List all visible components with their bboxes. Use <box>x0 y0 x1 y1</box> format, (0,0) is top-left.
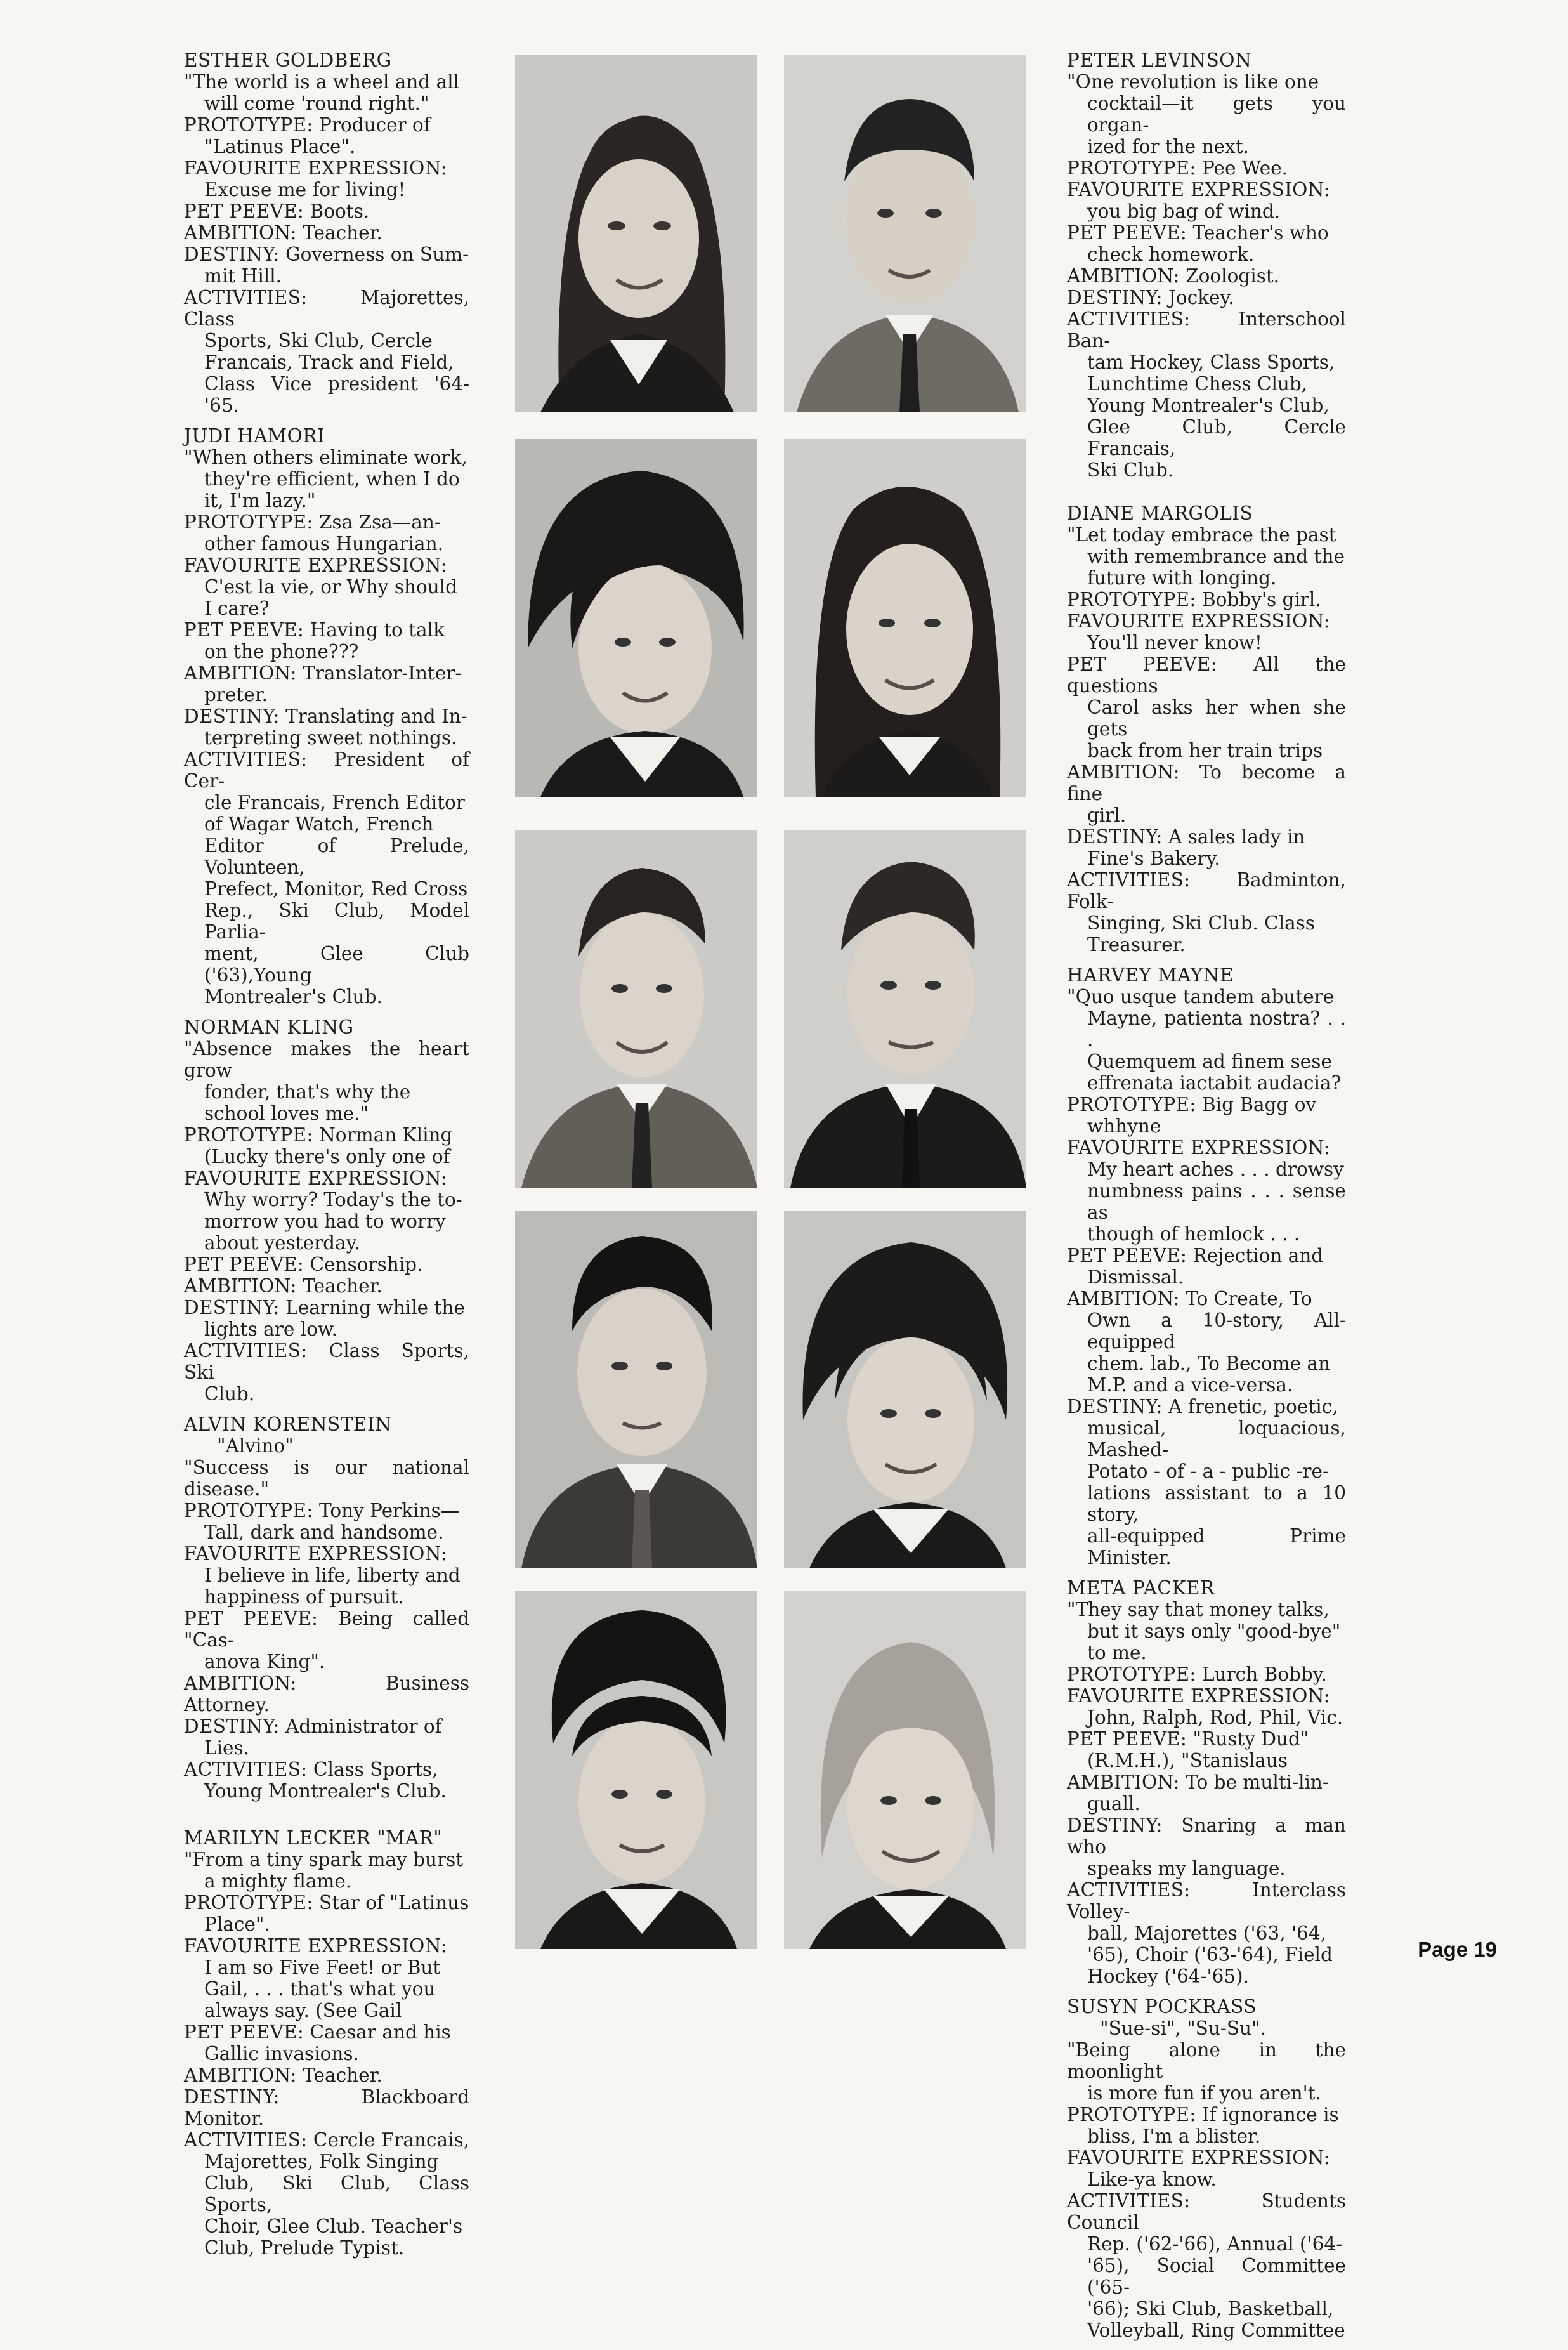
quote-line: Mayne, patienta nostra? . . . <box>1087 1008 1346 1051</box>
field-value: Editor of Prelude, Volunteen, <box>204 835 469 878</box>
field-value: To Create, To <box>1186 1288 1312 1310</box>
field-value: terpreting sweet nothings. <box>204 727 457 749</box>
field-value: lights are low. <box>204 1318 337 1340</box>
field-value: Francais, Track and Field, <box>204 351 454 373</box>
field-value: Translating and In- <box>285 706 467 727</box>
field-label: AMBITION: <box>184 662 297 684</box>
field-label: AMBITION: <box>1067 761 1180 783</box>
field-label: ACTIVITIES: <box>184 1340 308 1362</box>
field-value: I believe in life, liberty and <box>204 1565 461 1586</box>
field-value: Carol asks her when she gets <box>1087 697 1346 740</box>
field-label: PET PEEVE: <box>1067 653 1217 675</box>
female-portrait-icon <box>515 55 757 412</box>
field-label: PET PEEVE: <box>184 2021 304 2043</box>
field-value: I am so Five Feet! or But <box>204 1957 441 1978</box>
field-value: John, Ralph, Rod, Phil, Vic. <box>1087 1707 1343 1728</box>
field-value: Why worry? Today's the to- <box>204 1189 462 1211</box>
right-text-column <box>1067 49 1346 2350</box>
student-name: SUSYN POCKRASS <box>1067 1996 1257 2018</box>
field-label: AMBITION: <box>184 2064 297 2086</box>
student-name: MARILYN LECKER "MAR" <box>184 1827 443 1849</box>
field-label: FAVOURITE EXPRESSION: <box>184 1167 447 1189</box>
field-value: Own a 10-story, All-equipped <box>1087 1310 1346 1353</box>
quote-line: is more fun if you aren't. <box>1087 2082 1321 2104</box>
quote-line: "Absence makes the heart grow <box>184 1038 469 1081</box>
field-value: Big Bagg ov <box>1201 1094 1317 1115</box>
field-label: FAVOURITE EXPRESSION: <box>1067 610 1330 632</box>
field-label: FAVOURITE EXPRESSION: <box>184 1543 447 1565</box>
field-label: ACTIVITIES: <box>1067 1879 1191 1901</box>
male-portrait-icon <box>515 830 757 1188</box>
portrait-photo <box>515 1211 757 1568</box>
field-label: DESTINY: <box>184 1297 280 1318</box>
field-value: Interschool Ban- <box>1067 308 1346 351</box>
male-portrait-icon <box>784 830 1026 1188</box>
field-label: AMBITION: <box>184 1275 297 1297</box>
field-label: DESTINY: <box>1067 287 1163 308</box>
quote-line: "From a tiny spark may burst <box>184 1849 464 1870</box>
field-value: I care? <box>204 598 270 619</box>
field-value: musical, loquacious, Mashed- <box>1087 1417 1346 1461</box>
field-value: Dismissal. <box>1087 1266 1184 1288</box>
field-value: President of Cer- <box>184 749 469 792</box>
field-label: ACTIVITIES: <box>184 2129 308 2151</box>
quote-line: future with longing. <box>1087 567 1277 589</box>
quote-line: school loves me." <box>204 1103 369 1124</box>
field-value: Young Montrealer's Club. <box>204 1780 447 1802</box>
female-portrait-icon <box>784 1591 1026 1949</box>
field-value: You'll never know! <box>1087 632 1262 653</box>
field-label: PET PEEVE: <box>184 619 304 641</box>
field-value: Potato - of - a - public -re- <box>1087 1461 1329 1482</box>
field-value: "Rusty Dud" <box>1192 1728 1309 1750</box>
field-value: morrow you had to worry <box>204 1211 446 1232</box>
field-value: about yesterday. <box>204 1232 360 1254</box>
student-alias: "Alvino" <box>217 1435 294 1457</box>
field-value: All the questions <box>1067 653 1346 697</box>
field-value: guall. <box>1087 1793 1140 1815</box>
field-value: Prefect, Monitor, Red Cross <box>204 878 468 900</box>
field-value: on the phone??? <box>204 641 359 662</box>
field-value: anova King". <box>204 1651 325 1672</box>
quote-line: Quemquem ad finem sese <box>1087 1051 1332 1072</box>
field-label: DESTINY: <box>184 2086 280 2108</box>
field-value: Norman Kling <box>318 1124 453 1146</box>
field-value: Zoologist. <box>1186 265 1280 287</box>
field-value: Lies. <box>204 1737 249 1759</box>
field-label: PROTOTYPE: <box>184 1500 313 1521</box>
page-number: Page 19 <box>1418 1938 1497 1961</box>
field-value: Gail, . . . that's what you <box>204 1978 436 2000</box>
field-value: Singing, Ski Club. Class <box>1087 912 1316 934</box>
field-value: Choir, Glee Club. Teacher's <box>204 2215 463 2237</box>
field-value: Place". <box>204 1913 270 1935</box>
student-name: ESTHER GOLDBERG <box>184 49 392 71</box>
field-label: FAVOURITE EXPRESSION: <box>184 1935 447 1957</box>
field-value: Majorettes, Folk Singing <box>204 2151 439 2172</box>
field-value: speaks my language. <box>1087 1858 1286 1879</box>
student-entry <box>1067 49 1346 481</box>
field-value: preter. <box>204 684 268 706</box>
field-value: tam Hockey, Class Sports, <box>1087 351 1335 373</box>
field-value: mit Hill. <box>204 265 282 287</box>
field-value: Lunchtime Chess Club, <box>1087 373 1308 395</box>
field-label: ACTIVITIES: <box>184 287 308 308</box>
student-name: HARVEY MAYNE <box>1067 964 1234 986</box>
quote-line: "Quo usque tandem abutere <box>1067 986 1335 1008</box>
field-label: PROTOTYPE: <box>184 1892 313 1913</box>
field-value: (R.M.H.), "Stanislaus <box>1087 1750 1288 1771</box>
field-value: A sales lady in <box>1168 826 1305 848</box>
field-value: Montrealer's Club. <box>204 986 382 1008</box>
field-value: Young Montrealer's Club, <box>1087 395 1330 416</box>
student-entry <box>184 1414 469 1802</box>
field-value: '65), Social Committee ('65- <box>1087 2255 1346 2298</box>
field-value: whhyne <box>1087 1115 1161 1137</box>
portrait-photo <box>515 1591 757 1949</box>
field-label: PROTOTYPE: <box>1067 1094 1196 1115</box>
field-value: My heart aches . . . drowsy <box>1087 1159 1344 1180</box>
quote-line: "When others eliminate work, <box>184 447 467 468</box>
student-entry <box>1067 964 1346 1568</box>
field-value: other famous Hungarian. <box>204 533 444 555</box>
student-name: ALVIN KORENSTEIN <box>184 1414 392 1435</box>
field-value: Rep., Ski Club, Model Parlia- <box>204 900 469 943</box>
field-value: Class Sports, <box>313 1759 438 1780</box>
student-name: NORMAN KLING <box>184 1016 354 1038</box>
student-name: META PACKER <box>1067 1577 1215 1599</box>
portrait-photo <box>784 1591 1026 1949</box>
field-value: Governess on Sum- <box>285 244 469 265</box>
field-value: Treasurer. <box>1087 934 1186 955</box>
quote-line: will come 'round right." <box>204 93 429 114</box>
field-value: Glee Club, Cercle Francais, <box>1087 416 1346 459</box>
field-value: happiness of pursuit. <box>204 1586 404 1608</box>
portrait-photo <box>515 439 757 797</box>
field-value: Bobby's girl. <box>1201 589 1321 610</box>
field-value: Translator-Inter- <box>303 662 462 684</box>
field-label: DESTINY: <box>184 1716 280 1737</box>
quote-line: "The world is a wheel and all <box>184 71 460 93</box>
field-value: girl. <box>1087 804 1127 826</box>
field-value: though of hemlock . . . <box>1087 1223 1300 1245</box>
field-label: ACTIVITIES: <box>184 749 308 770</box>
field-value: Teacher. <box>303 2064 382 2086</box>
field-value: (Lucky there's only one of <box>204 1146 450 1167</box>
quote-line: a mighty flame. <box>204 1870 352 1892</box>
field-value: If ignorance is <box>1201 2104 1339 2125</box>
field-label: AMBITION: <box>1067 265 1180 287</box>
field-value: Gallic invasions. <box>204 2043 359 2064</box>
portrait-photo <box>784 55 1026 412</box>
portrait-photo <box>784 830 1026 1188</box>
left-text-column <box>184 49 469 2268</box>
field-value: Class Sports, Ski <box>184 1340 469 1383</box>
field-value: cle Francais, French Editor <box>204 792 465 813</box>
field-value: numbness pains . . . sense as <box>1087 1180 1346 1223</box>
field-value: Interclass Volley- <box>1067 1879 1346 1922</box>
field-value: Censorship. <box>310 1254 423 1275</box>
field-value: Administrator of <box>285 1716 442 1737</box>
student-entry <box>184 1016 469 1405</box>
field-label: ACTIVITIES: <box>1067 2190 1191 2212</box>
field-value: Business Attorney. <box>184 1672 469 1716</box>
field-value: all-equipped Prime Minister. <box>1087 1525 1346 1568</box>
field-value: C'est la vie, or Why should <box>204 576 458 598</box>
field-value: ball, Majorettes ('63, '64, <box>1087 1922 1326 1944</box>
student-entry <box>1067 502 1346 955</box>
quote-line: to me. <box>1087 1642 1147 1664</box>
female-portrait-icon <box>784 439 1026 797</box>
field-label: DESTINY: <box>1067 1396 1163 1417</box>
field-value: ment, Glee Club ('63),Young <box>204 943 469 986</box>
field-label: PET PEEVE: <box>1067 1728 1187 1750</box>
field-value: Teacher. <box>303 222 382 244</box>
field-value: Star of "Latinus <box>318 1892 469 1913</box>
field-label: PET PEEVE: <box>184 200 304 222</box>
field-label: PROTOTYPE: <box>1067 1664 1196 1685</box>
field-value: bliss, I'm a blister. <box>1087 2125 1261 2147</box>
field-label: DESTINY: <box>1067 1815 1163 1836</box>
student-entry <box>1067 1577 1346 1987</box>
field-label: AMBITION: <box>1067 1288 1180 1310</box>
quote-line: cocktail—it gets you organ- <box>1087 93 1346 136</box>
field-label: AMBITION: <box>184 1672 297 1694</box>
field-value: Teacher. <box>303 1275 382 1297</box>
field-label: DESTINY: <box>184 244 280 265</box>
field-label: FAVOURITE EXPRESSION: <box>1067 179 1330 200</box>
field-label: AMBITION: <box>1067 1771 1180 1793</box>
field-value: M.P. and a vice-versa. <box>1087 1374 1293 1396</box>
field-value: To become a fine <box>1067 761 1346 804</box>
field-value: '66); Ski Club, Basketball, <box>1087 2298 1334 2320</box>
field-value: Boots. <box>310 200 370 222</box>
field-label: PET PEEVE: <box>184 1254 304 1275</box>
field-label: PET PEEVE: <box>184 1608 318 1629</box>
student-entry <box>1067 1996 1346 2341</box>
field-value: Ski Club. <box>1087 459 1174 481</box>
field-value: Caesar and his <box>310 2021 451 2043</box>
male-portrait-icon <box>515 1211 757 1568</box>
field-value: check homework. <box>1087 244 1255 265</box>
field-label: DESTINY: <box>184 706 280 727</box>
field-value: Teacher's who <box>1192 222 1329 244</box>
field-label: PROTOTYPE: <box>184 1124 313 1146</box>
field-value: Tall, dark and handsome. <box>204 1521 444 1543</box>
student-name: JUDI HAMORI <box>184 425 325 447</box>
field-label: FAVOURITE EXPRESSION: <box>1067 1137 1330 1159</box>
field-value: Pee Wee. <box>1201 157 1288 179</box>
quote-line: fonder, that's why the <box>204 1081 411 1103</box>
field-value: Cercle Francais, <box>313 2129 470 2151</box>
field-label: ACTIVITIES: <box>1067 869 1191 891</box>
quote-line: effrenata iactabit audacia? <box>1087 1072 1342 1094</box>
quote-line: "Being alone in the moonlight <box>1067 2039 1346 2082</box>
field-value: chem. lab., To Become an <box>1087 1353 1331 1374</box>
field-value: Like-ya know. <box>1087 2169 1217 2190</box>
field-value: back from her train trips <box>1087 740 1323 761</box>
field-value: Badminton, Folk- <box>1067 869 1346 912</box>
field-value: Students Council <box>1067 2190 1346 2233</box>
field-value: Sports, Ski Club, Cercle <box>204 330 433 351</box>
student-entry <box>184 1827 469 2259</box>
field-value: Hockey ('64-'65). <box>1087 1966 1250 1987</box>
portrait-photo <box>784 1211 1026 1568</box>
field-label: PROTOTYPE: <box>1067 589 1196 610</box>
field-label: FAVOURITE EXPRESSION: <box>1067 2147 1330 2169</box>
field-value: Club. <box>204 1383 255 1405</box>
field-value: Volleyball, Ring Committee <box>1087 2320 1345 2341</box>
field-value: of Wagar Watch, French <box>204 813 434 835</box>
field-value: Jockey. <box>1168 287 1234 308</box>
field-value: Snaring a man who <box>1067 1815 1346 1858</box>
portrait-photo <box>515 830 757 1188</box>
field-value: Zsa Zsa—an- <box>318 511 441 533</box>
field-label: FAVOURITE EXPRESSION: <box>1067 1685 1330 1707</box>
field-value: Lurch Bobby. <box>1201 1664 1327 1685</box>
quote-line: it, I'm lazy." <box>204 490 316 511</box>
field-value: A frenetic, poetic, <box>1168 1396 1338 1417</box>
quote-line: "They say that money talks, <box>1067 1599 1330 1620</box>
portrait-photo <box>784 439 1026 797</box>
field-value: Rejection and <box>1192 1245 1324 1266</box>
field-label: AMBITION: <box>184 222 297 244</box>
quote-line: "One revolution is like one <box>1067 71 1319 93</box>
quote-line: "Success is our national disease." <box>184 1457 469 1500</box>
field-label: DESTINY: <box>1067 826 1163 848</box>
field-value: '65), Choir ('63-'64), Field <box>1087 1944 1333 1966</box>
student-name: PETER LEVINSON <box>1067 49 1252 71</box>
field-value: Learning while the <box>285 1297 465 1318</box>
field-value: Excuse me for living! <box>204 179 406 200</box>
field-label: PET PEEVE: <box>1067 1245 1187 1266</box>
field-value: Blackboard Monitor. <box>184 2086 469 2129</box>
student-entry <box>184 49 469 416</box>
field-label: PROTOTYPE: <box>1067 2104 1196 2125</box>
portrait-photo <box>515 55 757 412</box>
field-value: Having to talk <box>310 619 445 641</box>
field-label: FAVOURITE EXPRESSION: <box>184 555 447 576</box>
female-portrait-icon <box>515 1591 757 1949</box>
field-value: Fine's Bakery. <box>1087 848 1220 869</box>
quote-line: with remembrance and the <box>1087 546 1345 567</box>
field-label: ACTIVITIES: <box>184 1759 308 1780</box>
quote-line: but it says only "good-bye" <box>1087 1620 1341 1642</box>
field-value: "Latinus Place". <box>204 136 356 157</box>
female-portrait-icon <box>784 1211 1026 1568</box>
field-label: PROTOTYPE: <box>184 511 313 533</box>
field-label: PROTOTYPE: <box>184 114 313 136</box>
student-entry <box>184 425 469 1008</box>
field-value: Club, Ski Club, Class Sports, <box>204 2172 469 2215</box>
field-value: you big bag of wind. <box>1087 200 1281 222</box>
quote-line: ized for the next. <box>1087 136 1249 157</box>
student-name: DIANE MARGOLIS <box>1067 502 1253 524</box>
field-value: Being called "Cas- <box>184 1608 469 1651</box>
field-value: Rep. ('62-'66), Annual ('64- <box>1087 2233 1343 2255</box>
field-value: Majorettes, Class <box>184 287 469 330</box>
field-value: lations assistant to a 10 story, <box>1087 1482 1346 1525</box>
male-portrait-icon <box>784 55 1026 412</box>
field-label: PET PEEVE: <box>1067 222 1187 244</box>
field-value: always say. (See Gail <box>204 2000 402 2021</box>
field-value: Tony Perkins— <box>318 1500 460 1521</box>
field-value: Club, Prelude Typist. <box>204 2237 405 2259</box>
field-value: Class Vice president '64-'65. <box>204 373 469 416</box>
field-label: FAVOURITE EXPRESSION: <box>184 157 447 179</box>
quote-line: "Let today embrace the past <box>1067 524 1336 546</box>
field-label: ACTIVITIES: <box>1067 308 1191 330</box>
field-label: PROTOTYPE: <box>1067 157 1196 179</box>
field-value: Producer of <box>318 114 431 136</box>
female-portrait-icon <box>515 439 757 797</box>
quote-line: they're efficient, when I do <box>204 468 460 490</box>
field-value: To be multi-lin- <box>1186 1771 1329 1793</box>
student-alias: "Sue-si", "Su-Su". <box>1100 2018 1266 2039</box>
